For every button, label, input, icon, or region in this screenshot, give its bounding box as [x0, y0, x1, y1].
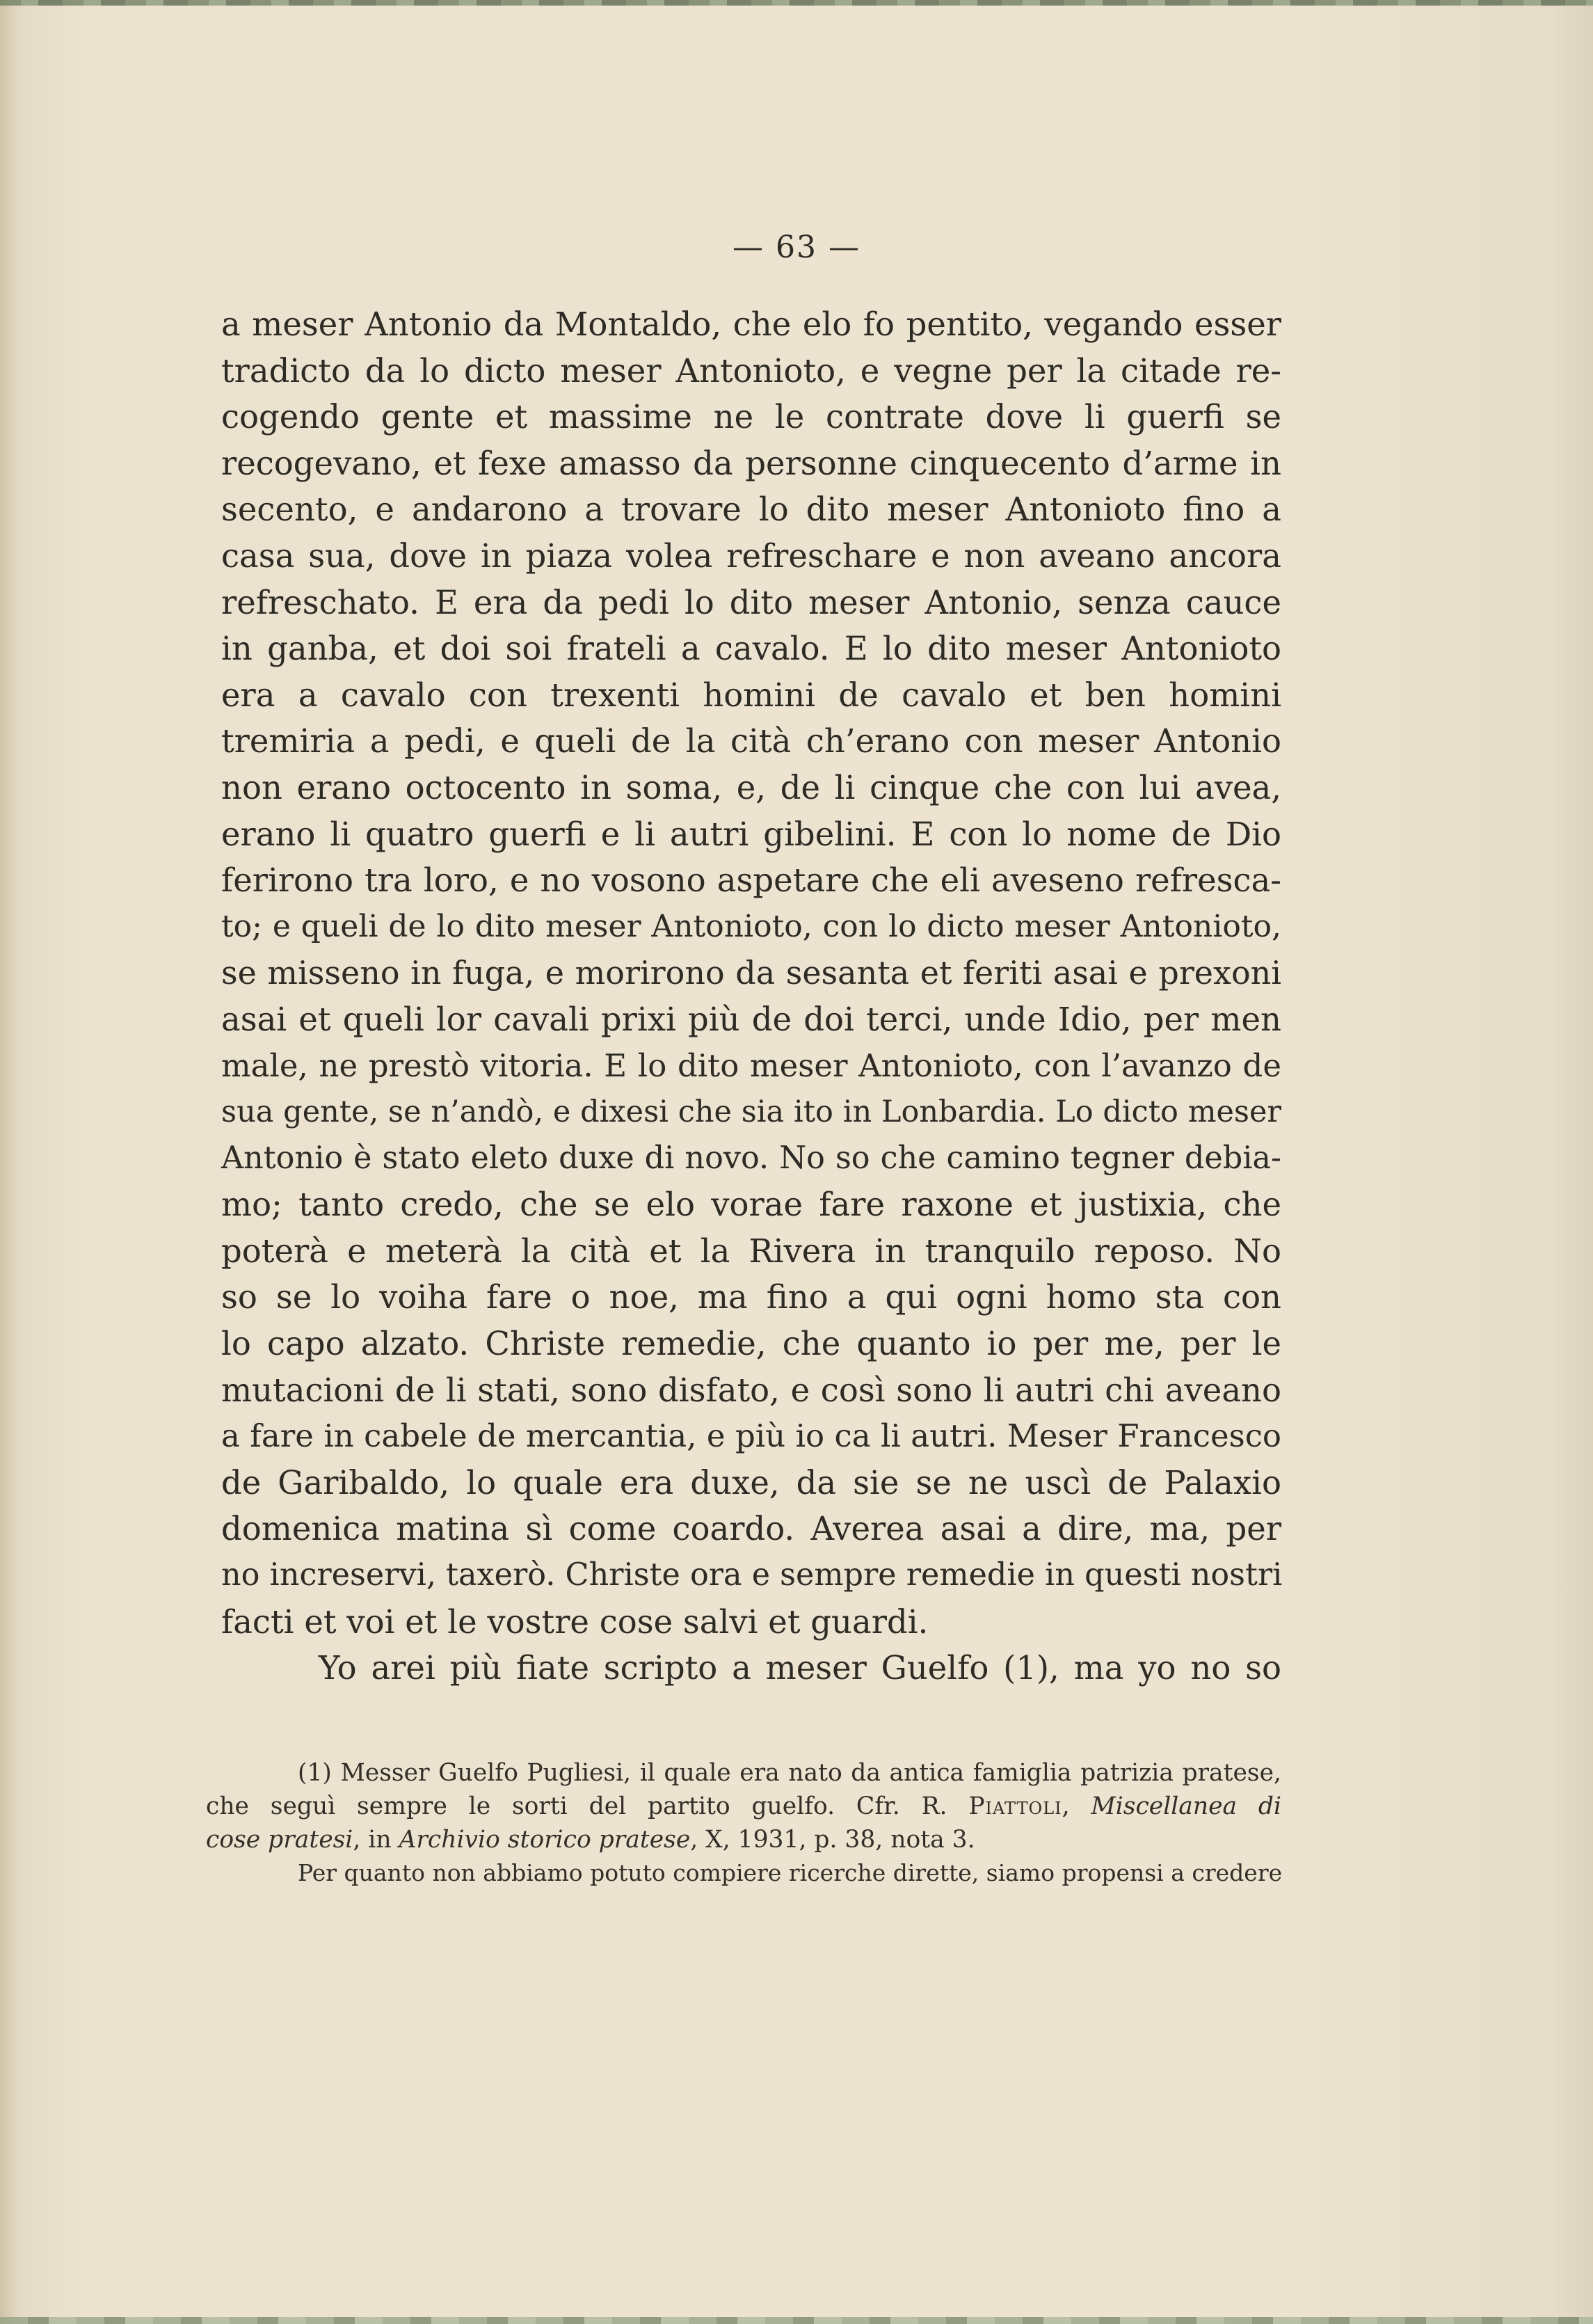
- footnote-line: Per quanto non abbiamo potuto compiere ricerche dirette, siamo propensi a credere: [298, 1859, 1283, 1886]
- text-line: refreschato. E era da pedi lo dito meser Antonio, senza cauce: [221, 583, 1281, 621]
- footnote-title: Miscellanea di: [1091, 1792, 1281, 1820]
- text-line: so se lo voiha fare o noe, ma fino a qui ogni homo sta con: [221, 1278, 1281, 1316]
- footnote-author: Piattoli: [968, 1792, 1062, 1820]
- text-line: casa sua, dove in piaza volea refreschare e non aveano ancora: [221, 536, 1281, 575]
- text-line: lo capo alzato. Christe remedie, che quanto io per me, per le: [221, 1325, 1281, 1363]
- text-line: de Garibaldo, lo quale era duxe, da sie se ne uscì de Palaxio: [221, 1463, 1281, 1502]
- page-number: — 63 —: [733, 230, 860, 265]
- footnote-text: , in: [353, 1826, 399, 1854]
- text-line: non erano octocento in soma, e, de li cinque che con lui avea,: [221, 768, 1281, 806]
- text-line: poterà e meterà la cità et la Rivera in tranquilo reposo. No: [221, 1232, 1281, 1270]
- text-line: Yo arei più fiate scripto a meser Guelfo (1), ma yo no so: [319, 1649, 1281, 1687]
- text-line: ferirono tra loro, e no vosono aspetare che eli aveseno refresca-: [221, 861, 1281, 900]
- text-line: erano li quatro guerfi e li autri gibelini. E con lo nome de Dio: [221, 815, 1281, 853]
- text-line: domenica matina sì come coardo. Averea asai a dire, ma, per: [221, 1510, 1281, 1548]
- text-line: Antonio è stato eleto duxe di novo. No so che camino tegner debia-: [221, 1140, 1281, 1176]
- text-line: recogevano, et fexe amasso da personne cinquecento d’arme in: [221, 444, 1281, 482]
- bottom-binding-strip: [0, 2317, 1593, 2324]
- text-line: mutacioni de li stati, sono disfato, e così sono li autri chi aveano: [221, 1371, 1281, 1409]
- text-line: a fare in cabele de mercantia, e più io ca li autri. Meser Francesco: [221, 1417, 1281, 1455]
- text-line: se misseno in fuga, e morirono da sesanta et feriti asai e prexoni: [221, 954, 1281, 992]
- text-line: cogendo gente et massime ne le contrate dove li guerfi se: [221, 398, 1281, 436]
- binding-edge: [0, 0, 18, 2324]
- text-line: facti et voi et le vostre cose salvi et guardi.: [221, 1602, 929, 1641]
- text-line: in ganba, et doi soi frateli a cavalo. E lo dito meser Antonioto: [221, 630, 1281, 668]
- footnote-journal: Archivio storico pratese: [399, 1826, 691, 1854]
- text-line: era a cavalo con trexenti homini de cavalo et ben homini: [221, 676, 1281, 714]
- text-line: to; e queli de lo dito meser Antonioto, con lo dicto meser Antonioto,: [221, 908, 1281, 944]
- footnote-text: che seguì sempre le sorti del partito guelfo. Cfr. R.: [206, 1792, 969, 1820]
- footnotes: [206, 1756, 1281, 1890]
- footnote-title: cose pratesi: [206, 1826, 353, 1854]
- body-text: [221, 301, 1281, 1692]
- text-line: secento, e andarono a trovare lo dito meser Antonioto fino a: [221, 491, 1281, 529]
- footnote-line: [206, 1790, 1281, 1823]
- footnote-text: , X, 1931, p. 38, nota 3.: [690, 1826, 975, 1854]
- text-line: a meser Antonio da Montaldo, che elo fo pentito, vegando esser: [221, 305, 1281, 343]
- footnote-line: (1) Messer Guelfo Pugliesi, il quale era nato da antica famiglia patrizia pratese,: [298, 1759, 1281, 1787]
- footnote-text: ,: [1062, 1792, 1091, 1820]
- text-line: tremiria a pedi, e queli de la cità ch’erano con meser Antonio: [221, 722, 1281, 761]
- text-line: mo; tanto credo, che se elo vorae fare raxone et justixia, che: [221, 1186, 1281, 1224]
- text-line: asai et queli lor cavali prixi più de doi terci, unde Idio, per men: [221, 1000, 1281, 1038]
- top-binding-strip: [0, 0, 1593, 6]
- text-line: tradicto da lo dicto meser Antonioto, e vegne per la citade re-: [221, 351, 1281, 390]
- text-line: no increservi, taxerò. Christe ora e sempre remedie in questi nostri: [221, 1557, 1283, 1593]
- text-line: male, ne prestò vitoria. E lo dito meser Antonioto, con l’avanzo de: [221, 1046, 1281, 1084]
- footnote-line: [206, 1823, 1281, 1856]
- text-line: sua gente, se n’andò, e dixesi che sia ito in Lonbardia. Lo dicto meser: [221, 1095, 1281, 1130]
